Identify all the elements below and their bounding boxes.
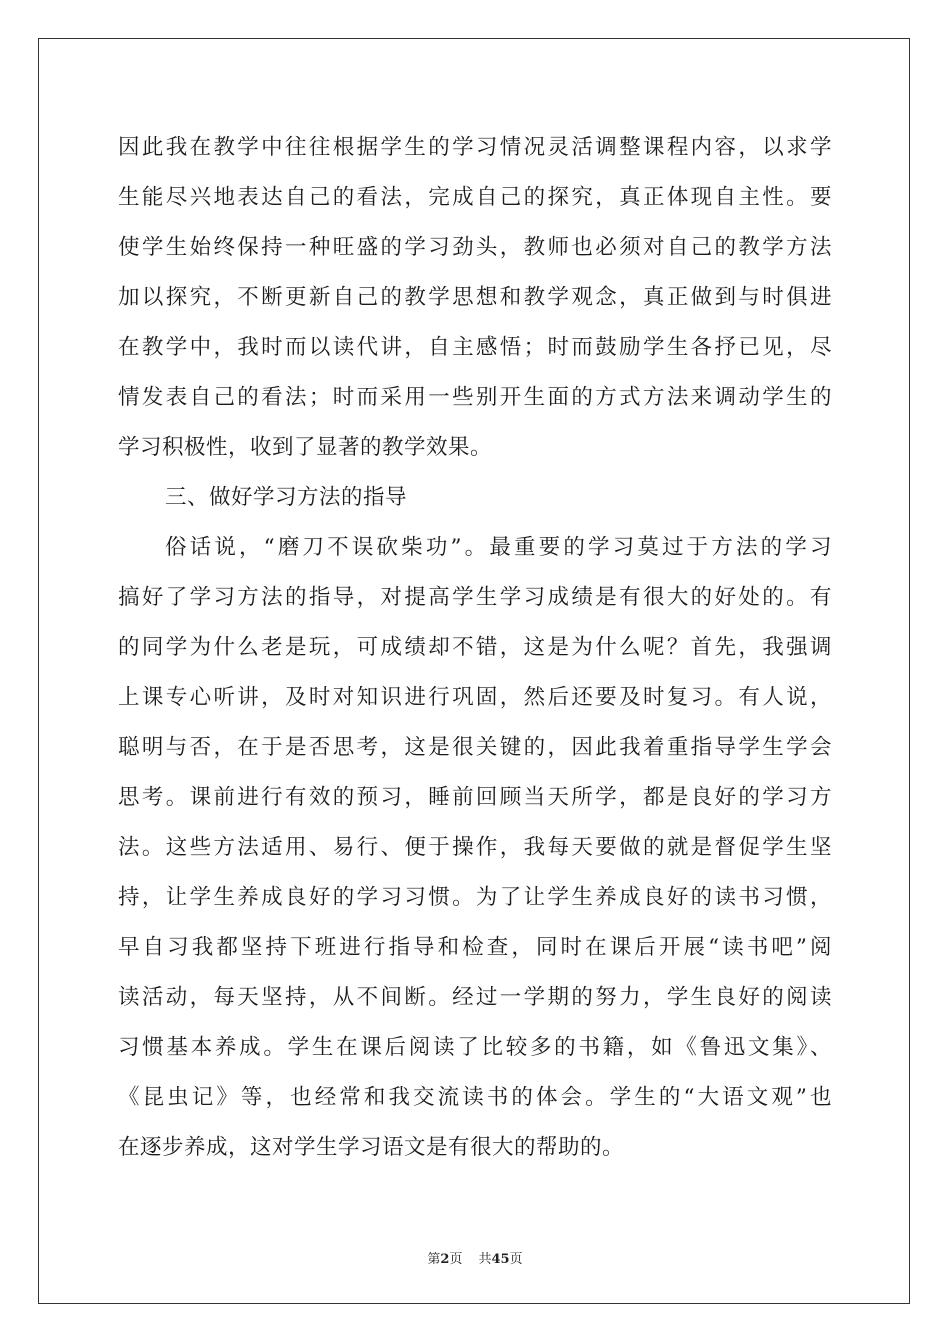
section-heading: 三、做好学习方法的指导 xyxy=(165,485,408,510)
page-suffix: 页 xyxy=(449,1252,463,1267)
total-suffix: 页 xyxy=(509,1252,523,1267)
text-line: 生能尽兴地表达自己的看法，完成自己的探究，真正体现自主性。要 xyxy=(118,185,832,210)
text-line: 搞好了学习方法的指导，对提高学生学习成绩是有很大的好处的。有 xyxy=(118,585,832,610)
total-pages: 45 xyxy=(491,1252,510,1267)
text-line: 思考。课前进行有效的预习，睡前回顾当天所学，都是良好的学习方 xyxy=(118,785,832,810)
total-prefix: 共 xyxy=(478,1252,492,1267)
text-line: 读活动，每天坚持，从不间断。经过一学期的努力，学生良好的阅读 xyxy=(118,985,832,1010)
page-border xyxy=(38,38,910,1304)
text-line: 在逐步养成，这对学生学习语文是有很大的帮助的。 xyxy=(118,1135,625,1160)
page-prefix: 第 xyxy=(427,1252,441,1267)
text-line: 因此我在教学中往往根据学生的学习情况灵活调整课程内容，以求学 xyxy=(118,135,832,160)
text-line: 学习积极性，收到了显著的教学效果。 xyxy=(118,435,493,460)
text-line: 加以探究，不断更新自己的教学思想和教学观念，真正做到与时俱进 xyxy=(118,285,832,310)
text-line: 上课专心听讲，及时对知识进行巩固，然后还要及时复习。有人说， xyxy=(118,685,832,710)
page-footer xyxy=(0,1248,950,1267)
text-line: 俗话说，“磨刀不误砍柴功”。最重要的学习莫过于方法的学习 xyxy=(165,535,832,560)
page-number: 2 xyxy=(440,1252,450,1267)
text-line: 聪明与否，在于是否思考，这是很关键的，因此我着重指导学生学会 xyxy=(118,735,832,760)
text-line: 早自习我都坚持下班进行指导和检查，同时在课后开展“读书吧”阅 xyxy=(118,935,832,960)
text-line: 《昆虫记》等，也经常和我交流读书的体会。学生的“大语文观”也 xyxy=(118,1085,832,1110)
text-line: 持，让学生养成良好的学习习惯。为了让学生养成良好的读书习惯， xyxy=(118,885,832,910)
text-line: 的同学为什么老是玩，可成绩却不错，这是为什么呢？首先，我强调 xyxy=(118,635,832,660)
text-line: 在教学中，我时而以读代讲，自主感悟；时而鼓励学生各抒已见，尽 xyxy=(118,335,832,360)
text-line: 情发表自己的看法；时而采用一些别开生面的方式方法来调动学生的 xyxy=(118,385,832,410)
text-line: 习惯基本养成。学生在课后阅读了比较多的书籍，如《鲁迅文集》、 xyxy=(118,1035,832,1060)
text-line: 使学生始终保持一种旺盛的学习劲头，教师也必须对自己的教学方法 xyxy=(118,235,832,260)
text-line: 法。这些方法适用、易行、便于操作，我每天要做的就是督促学生坚 xyxy=(118,835,832,860)
